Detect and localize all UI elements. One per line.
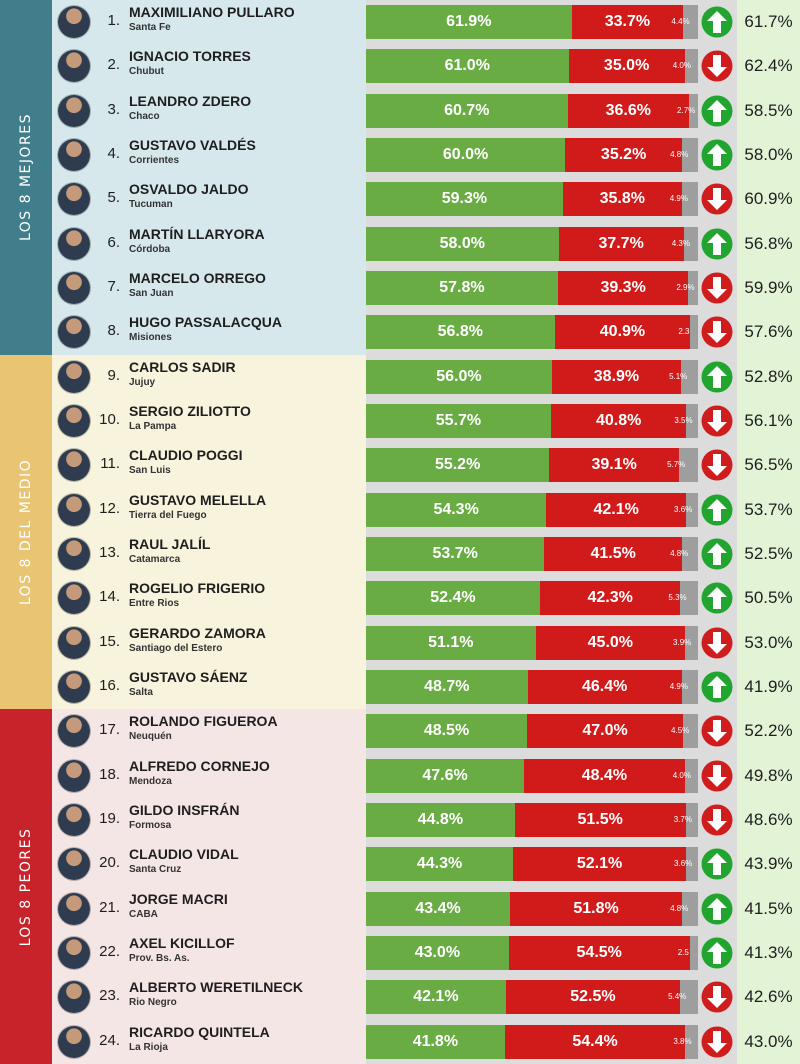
province-name: Santa Cruz [129,864,182,876]
neutral-label: 4.9% [669,194,688,204]
rank-number: 18. [99,765,120,783]
governor-avatar [58,804,90,836]
previous-score: 52.2% [744,721,793,741]
previous-score: 49.8% [744,765,793,785]
neutral-label: 4.5% [671,726,690,736]
governor-avatar [58,494,90,526]
governor-row [0,975,800,1019]
rank-number: 1. [107,12,120,29]
neutral-label: 4.3% [671,238,690,248]
governor-avatar [58,582,90,614]
previous-score: 57.6% [744,322,793,342]
rank-number: 12. [99,499,120,517]
approval-bar [366,537,698,571]
governor-avatar [58,1026,90,1058]
approve-label: 56.0% [436,367,482,385]
approval-bar [366,315,698,349]
approval-bar [366,980,698,1014]
approve-label: 60.7% [444,101,490,119]
governor-row [0,266,800,310]
disapprove-label: 54.4% [572,1032,618,1050]
previous-score: 58.0% [744,144,793,164]
governor-row [0,44,800,88]
province-name: Catamarca [129,553,181,565]
approve-label: 51.1% [428,633,474,651]
neutral-label: 3.7% [673,814,692,824]
neutral-label: 2.5 [677,947,689,957]
governor-row [0,798,800,842]
governor-row [0,177,800,221]
disapprove-label: 36.6% [605,101,651,119]
rank-number: 9. [107,366,120,384]
governor-row [0,89,800,133]
province-name: CABA [129,908,158,920]
approval-bar [366,94,698,128]
approve-label: 54.3% [433,500,479,518]
governor-row [0,133,800,177]
disapprove-label: 42.1% [593,500,639,518]
governor-row [0,355,800,399]
governor-avatar [58,50,90,82]
disapprove-label: 52.5% [570,988,616,1006]
disapprove-label: 46.4% [582,677,628,695]
previous-score: 41.5% [744,898,793,918]
governor-row [0,532,800,576]
approval-bar [366,271,698,305]
governor-row [0,399,800,443]
trend-up-icon [701,538,733,570]
rank-number: 13. [99,543,120,561]
approve-label: 53.7% [432,544,478,562]
governor-name: GUSTAVO MELELLA [129,491,267,508]
approval-bar [366,670,698,704]
governor-row [0,443,800,487]
governor-row [0,222,800,266]
neutral-label: 2.3 [678,327,690,337]
neutral-label: 5.4% [668,992,687,1002]
rank-number: 23. [99,987,120,1005]
rank-number: 19. [99,809,120,827]
governor-row [0,754,800,798]
previous-score: 50.5% [744,588,793,608]
approve-label: 43.4% [415,899,461,917]
previous-score: 48.6% [744,809,793,829]
rank-number: 6. [107,233,120,251]
trend-down-icon [701,50,733,82]
trend-up-icon [701,848,733,880]
governor-avatar [58,316,90,348]
neutral-label: 5.1% [669,371,688,381]
trend-down-icon [701,804,733,836]
disapprove-label: 51.5% [577,810,623,828]
trend-down-icon [701,316,733,348]
province-name: Rio Negro [129,997,177,1009]
disapprove-label: 45.0% [587,633,634,651]
disapprove-label: 47.0% [582,722,628,740]
group-label: LOS 8 DEL MEDIO [18,458,34,606]
previous-score: 62.4% [744,56,793,76]
neutral-label: 3.5% [674,415,693,425]
approval-bar [366,847,698,881]
governor-name: GERARDO ZAMORA [129,624,266,641]
rank-number: 16. [99,676,120,694]
trend-down-icon [701,449,733,481]
trend-up-icon [701,582,733,614]
previous-score: 53.0% [744,632,793,652]
governor-name: SERGIO ZILIOTTO [129,402,251,419]
governor-name: MARTÍN LLARYORA [129,225,265,242]
governor-name: OSVALDO JALDO [129,181,249,198]
approve-label: 55.2% [434,456,481,474]
governor-name: RICARDO QUINTELA [129,1023,270,1040]
province-name: Santiago del Estero [129,642,223,654]
trend-up-icon [701,95,733,127]
approve-label: 61.0% [444,57,490,75]
province-name: Chubut [129,66,164,78]
rank-number: 21. [99,898,120,916]
province-name: Misiones [129,332,172,344]
governor-row [0,488,800,532]
trend-down-icon [701,183,733,215]
disapprove-label: 42.3% [587,589,633,607]
rank-number: 24. [99,1031,120,1049]
approval-bar [366,936,698,970]
neutral-label: 3.9% [673,637,692,647]
rank-number: 2. [107,56,120,74]
neutral-label: 4.0% [672,770,691,780]
approval-bar [366,360,698,394]
approval-bar [366,227,698,261]
trend-up-icon [701,228,733,260]
governor-name: ALFREDO CORNEJO [129,757,270,774]
neutral-label: 3.6% [674,504,693,514]
province-name: San Juan [129,287,174,299]
approve-label: 56.8% [437,323,483,341]
trend-down-icon [701,760,733,792]
governor-row [0,709,800,753]
approval-bar [366,5,698,39]
trend-down-icon [701,272,733,304]
governor-name: GUSTAVO SÁENZ [129,668,248,685]
approve-label: 55.7% [435,411,482,429]
province-name: La Pampa [129,420,177,432]
province-name: Tierra del Fuego [129,509,207,521]
governor-name: RAUL JALÍL [129,535,211,552]
governor-avatar [58,272,90,304]
disapprove-label: 40.9% [599,323,646,341]
disapprove-label: 33.7% [604,13,651,30]
neutral-label: 2.9% [676,282,695,292]
disapprove-label: 35.0% [603,57,650,75]
governor-name: CLAUDIO POGGI [129,447,243,464]
province-name: Prov. Bs. As. [129,952,190,964]
rank-number: 5. [107,189,120,207]
disapprove-label: 51.8% [573,899,619,917]
neutral-label: 4.9% [669,681,688,691]
previous-score: 43.9% [744,854,793,874]
neutral-label: 4.8% [670,548,689,558]
governor-name: CARLOS SADIR [129,358,236,375]
governor-name: CLAUDIO VIDAL [129,846,239,863]
governor-avatar [58,671,90,703]
disapprove-label: 35.8% [599,190,645,208]
governor-avatar [58,627,90,659]
approve-label: 43.0% [414,943,461,961]
previous-score: 42.6% [744,987,793,1007]
governor-row [0,310,800,354]
disapprove-label: 54.5% [576,943,622,961]
governor-row [0,931,800,975]
province-name: Jujuy [129,376,156,388]
governor-name: LEANDRO ZDERO [129,92,252,109]
rank-number: 22. [99,942,120,960]
governor-avatar [58,449,90,481]
governor-name: MARCELO ORREGO [129,269,266,286]
rank-number: 20. [99,854,120,872]
province-name: Salta [129,686,153,698]
approval-bar [366,759,698,793]
province-name: Córdoba [129,243,171,255]
approval-bar [366,404,698,438]
disapprove-label: 37.7% [598,234,644,252]
trend-down-icon [701,627,733,659]
approve-label: 41.8% [412,1032,459,1050]
approval-bar [366,714,698,748]
trend-up-icon [701,494,733,526]
trend-down-icon [701,715,733,747]
approve-label: 47.6% [422,766,468,784]
governor-avatar [58,715,90,747]
previous-score: 41.9% [744,676,793,696]
trend-up-icon [701,671,733,703]
disapprove-label: 39.3% [600,278,646,296]
governor-row [0,887,800,931]
governor-avatar [58,183,90,215]
previous-score: 41.3% [744,942,793,962]
approval-bar [366,138,698,172]
governor-avatar [58,848,90,880]
trend-up-icon [701,937,733,969]
governor-avatar [58,95,90,127]
approve-label: 44.8% [417,810,464,828]
approve-label: 61.9% [446,13,492,30]
governor-name: AXEL KICILLOF [129,934,235,951]
governor-avatar [58,361,90,393]
governor-avatar [58,6,90,38]
neutral-label: 4.0% [672,61,691,71]
group-label: LOS 8 MEJORES [18,113,34,242]
approve-label: 48.5% [423,722,470,740]
province-name: La Rioja [129,1041,168,1053]
approval-bar [366,182,698,216]
trend-up-icon [701,361,733,393]
governor-name: ROGELIO FRIGERIO [129,580,266,597]
trend-up-icon [701,139,733,171]
governor-row [0,1020,800,1064]
trend-down-icon [701,981,733,1013]
rank-number: 11. [100,455,120,473]
governor-avatar [58,405,90,437]
neutral-label: 4.8% [670,149,689,159]
governor-name: JORGE MACRI [129,890,228,907]
governor-name: ROLANDO FIGUEROA [129,713,278,730]
province-name: Entre Rios [129,598,180,610]
disapprove-label: 40.8% [595,411,642,429]
governor-row [0,842,800,886]
governor-avatar [58,760,90,792]
previous-score: 53.7% [744,499,793,519]
previous-score: 56.1% [744,410,793,430]
approve-label: 48.7% [424,677,470,695]
disapprove-label: 48.4% [581,766,628,784]
province-name: Mendoza [129,775,172,787]
disapprove-label: 52.1% [576,855,623,873]
rank-number: 7. [107,277,120,295]
approve-label: 57.8% [439,278,485,296]
governor-row [0,665,800,709]
governor-avatar [58,981,90,1013]
governor-name: ALBERTO WERETILNECK [129,979,303,996]
rank-number: 3. [107,100,120,118]
approve-label: 42.1% [413,988,459,1006]
province-name: Chaco [129,110,160,122]
previous-score: 52.8% [744,366,793,386]
approval-bar [366,803,698,837]
neutral-label: 5.7% [667,460,686,470]
rank-number: 14. [99,588,120,606]
neutral-label: 5.3% [668,593,687,603]
governor-avatar [58,893,90,925]
disapprove-label: 38.9% [593,367,640,385]
previous-score: 56.5% [744,455,793,475]
governor-avatar [58,139,90,171]
approval-bar [366,1025,698,1059]
governor-name: HUGO PASSALACQUA [129,314,282,331]
province-name: Santa Fe [129,22,171,33]
disapprove-label: 41.5% [590,544,636,562]
province-name: Tucuman [129,199,173,211]
governor-row [0,0,800,44]
governor-avatar [58,937,90,969]
governor-avatar [58,538,90,570]
governor-name: GILDO INSFRÁN [129,801,240,818]
neutral-label: 4.4% [671,17,690,26]
previous-score: 61.7% [744,12,793,31]
disapprove-label: 35.2% [600,145,647,163]
previous-score: 56.8% [744,233,793,253]
neutral-label: 2.7% [677,105,696,115]
previous-score: 60.9% [744,189,793,209]
governor-row [0,621,800,665]
approve-label: 60.0% [442,145,489,163]
province-name: San Luis [129,465,171,477]
previous-score: 58.5% [744,100,793,120]
rank-number: 4. [107,144,120,162]
previous-score: 59.9% [744,277,793,297]
rank-number: 17. [99,721,120,739]
approval-bar [366,49,698,83]
approval-bar [366,581,698,615]
trend-down-icon [701,1026,733,1058]
approve-label: 52.4% [430,589,476,607]
province-name: Corrientes [129,154,180,166]
disapprove-label: 39.1% [591,456,637,474]
province-name: Neuquén [129,731,172,743]
approval-bar [366,493,698,527]
approve-label: 58.0% [439,234,485,252]
previous-score: 43.0% [744,1031,793,1051]
neutral-label: 4.8% [670,903,689,913]
group-label: LOS 8 PEORES [18,827,34,946]
governor-name: IGNACIO TORRES [129,48,251,65]
approval-bar [366,448,698,482]
province-name: Formosa [129,819,172,831]
rank-number: 10. [99,410,120,428]
rank-number: 8. [107,322,120,340]
rank-number: 15. [99,632,120,650]
trend-up-icon [701,6,733,38]
previous-score: 52.5% [744,543,793,563]
approval-bar [366,892,698,926]
governor-row [0,576,800,620]
governor-name: MAXIMILIANO PULLARO [129,4,295,20]
approve-label: 44.3% [416,855,463,873]
governor-name: GUSTAVO VALDÉS [129,136,256,153]
approval-bar [366,626,698,660]
approve-label: 59.3% [441,190,488,208]
trend-up-icon [701,893,733,925]
governor-avatar [58,228,90,260]
trend-down-icon [701,405,733,437]
neutral-label: 3.6% [674,859,693,869]
neutral-label: 3.8% [673,1036,692,1046]
